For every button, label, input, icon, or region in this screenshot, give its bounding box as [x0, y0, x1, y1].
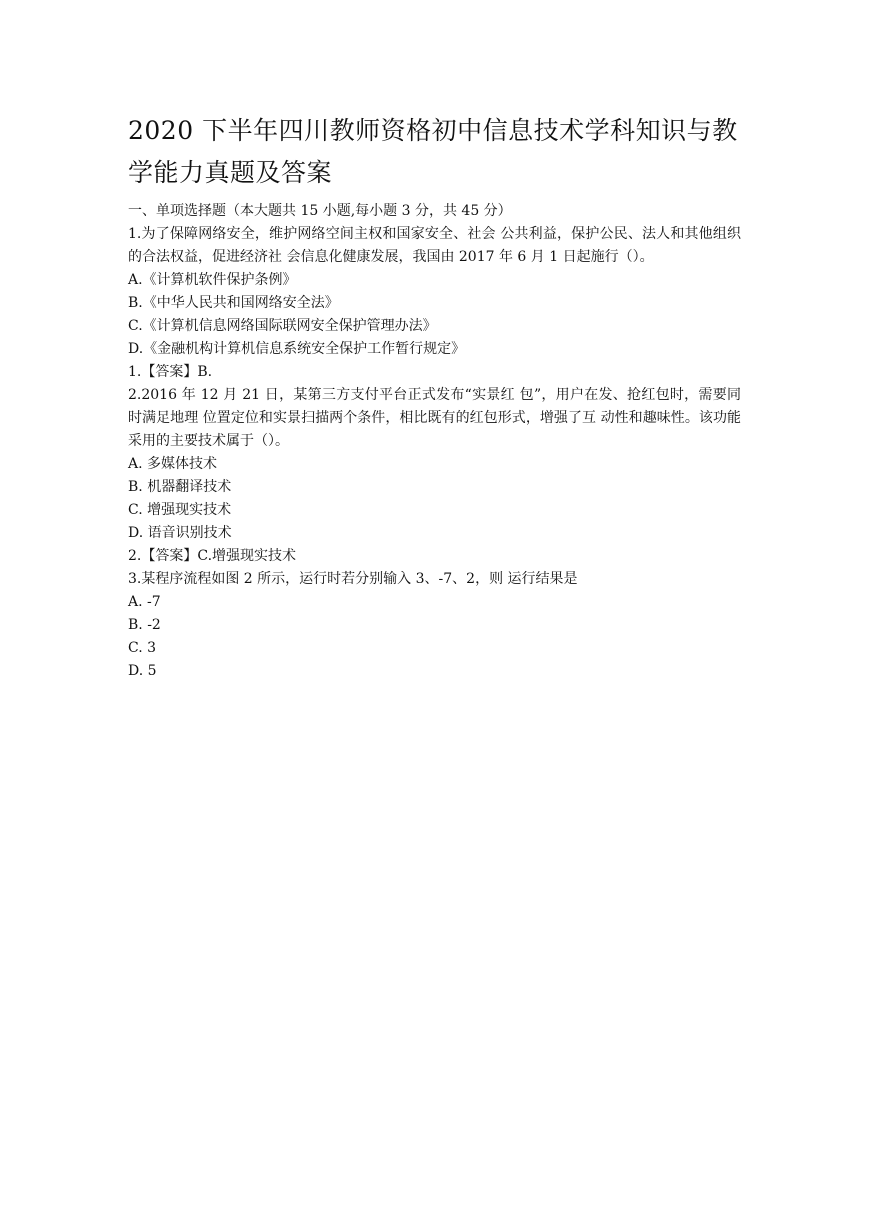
question-3-option-c: C. 3	[128, 640, 157, 656]
question-3-option-d: D. 5	[128, 663, 157, 679]
question-2-option-c: C. 增强现实技术	[128, 502, 232, 518]
question-3-stem: 3.某程序流程如图 2 所示，运行时若分别输入 3、-7、2，则 运行结果是	[128, 571, 578, 587]
question-2-option-b: B. 机器翻译技术	[128, 479, 232, 495]
document-body	[128, 200, 741, 683]
question-1-stem: 1.为了保障网络安全，维护网络空间主权和国家安全、社会 公共利益，保护公民、法人和其他组织的合法权益，促进经济社 会信息化健康发展，我国由 2017 年 6 月 1 日起施行（）。	[128, 226, 741, 265]
question-2-option-a: A. 多媒体技术	[128, 456, 218, 472]
question-2-stem: 2.2016 年 12 月 21 日，某第三方支付平台正式发布“实景红 包”，用户在发、抢红包时，需要同时满足地理 位置定位和实景扫描两个条件，相比既有的红包形式，增强了互 动性和趣味性。该功能采用的主要技术属于（）。	[128, 387, 741, 449]
question-1-option-c: C.《计算机信息网络国际联网安全保护管理办法》	[128, 318, 437, 334]
question-1-option-a: A.《计算机软件保护条例》	[128, 272, 297, 288]
question-1-option-d: D.《金融机构计算机信息系统安全保护工作暂行规定》	[128, 341, 466, 357]
question-3-option-a: A. -7	[128, 594, 161, 610]
question-2-option-d: D. 语音识别技术	[128, 525, 232, 541]
question-2-answer: 2.【答案】C.增强现实技术	[128, 548, 297, 564]
section-heading: 一、单项选择题（本大题共 15 小题,每小题 3 分，共 45 分）	[128, 203, 512, 219]
question-3-option-b: B. -2	[128, 617, 161, 633]
question-1-answer: 1.【答案】B.	[128, 364, 213, 380]
question-1-option-b: B.《中华人民共和国网络安全法》	[128, 295, 339, 311]
document-title: 2020 下半年四川教师资格初中信息技术学科知识与教学能力真题及答案	[128, 116, 738, 187]
